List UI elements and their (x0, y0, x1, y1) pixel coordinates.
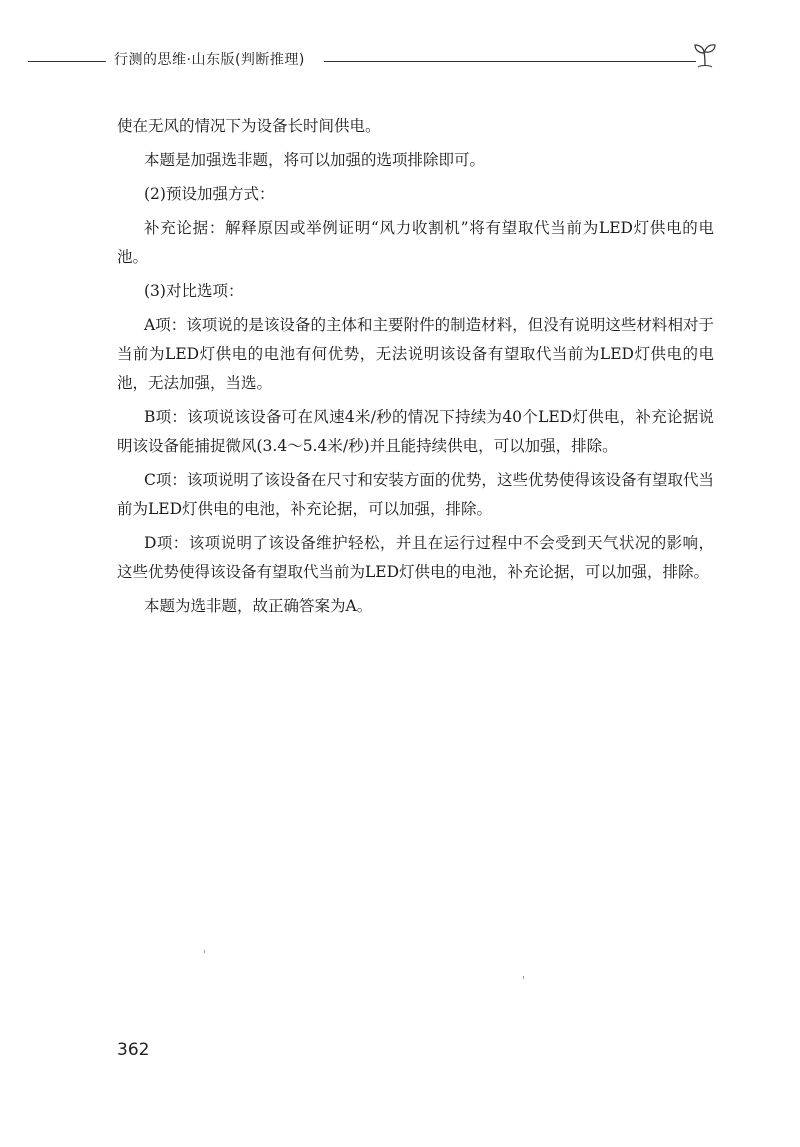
step-heading-3: (3)对比选项： (144, 282, 244, 300)
body-text (117, 112, 714, 626)
paragraph-continuation: 使在无风的情况下为设备长时间供电。 (117, 117, 381, 135)
header-rule-left (28, 61, 106, 62)
scan-speck (204, 950, 205, 953)
paragraph-option-c: C项：该项说明了该设备在尺寸和安装方面的优势，这些优势使得该设备有望取代当前为LED灯供电的电池，补充论据，可以加强，排除。 (117, 471, 714, 518)
running-header (28, 46, 718, 76)
header-rule-right (324, 61, 696, 62)
paragraph-option-b: B项：该项说该设备可在风速4米/秒的情况下持续为40个LED灯供电，补充论据说明该设备能捕捉微风(3.4～5.4米/秒)并且能持续供电，可以加强，排除。 (117, 408, 714, 455)
sprout-icon (690, 40, 720, 70)
paragraph-supplement: 补充论据：解释原因或举例证明“风力收割机”将有望取代当前为LED灯供电的电池。 (117, 219, 714, 266)
paragraph-option-d: D项：该项说明了该设备维护轻松，并且在运行过程中不会受到天气状况的影响，这些优势使得该设备有望取代当前为LED灯供电的电池，补充论据，可以加强，排除。 (117, 534, 714, 581)
header-title: 行测的思维·山东版(判断推理) (114, 52, 305, 68)
paragraph-task-type: 本题是加强选非题，将可以加强的选项排除即可。 (144, 151, 486, 169)
page-number: 362 (117, 1040, 150, 1060)
paragraph-option-a: A项：该项说的是该设备的主体和主要附件的制造材料，但没有说明这些材料相对于当前为LED灯供电的电池有何优势，无法说明该设备有望取代当前为LED灯供电的电池，无法加强，当选。 (117, 316, 714, 392)
scan-speck (523, 976, 524, 979)
paragraph-answer: 本题为选非题，故正确答案为A。 (144, 597, 373, 615)
step-heading-2: (2)预设加强方式： (144, 185, 275, 203)
